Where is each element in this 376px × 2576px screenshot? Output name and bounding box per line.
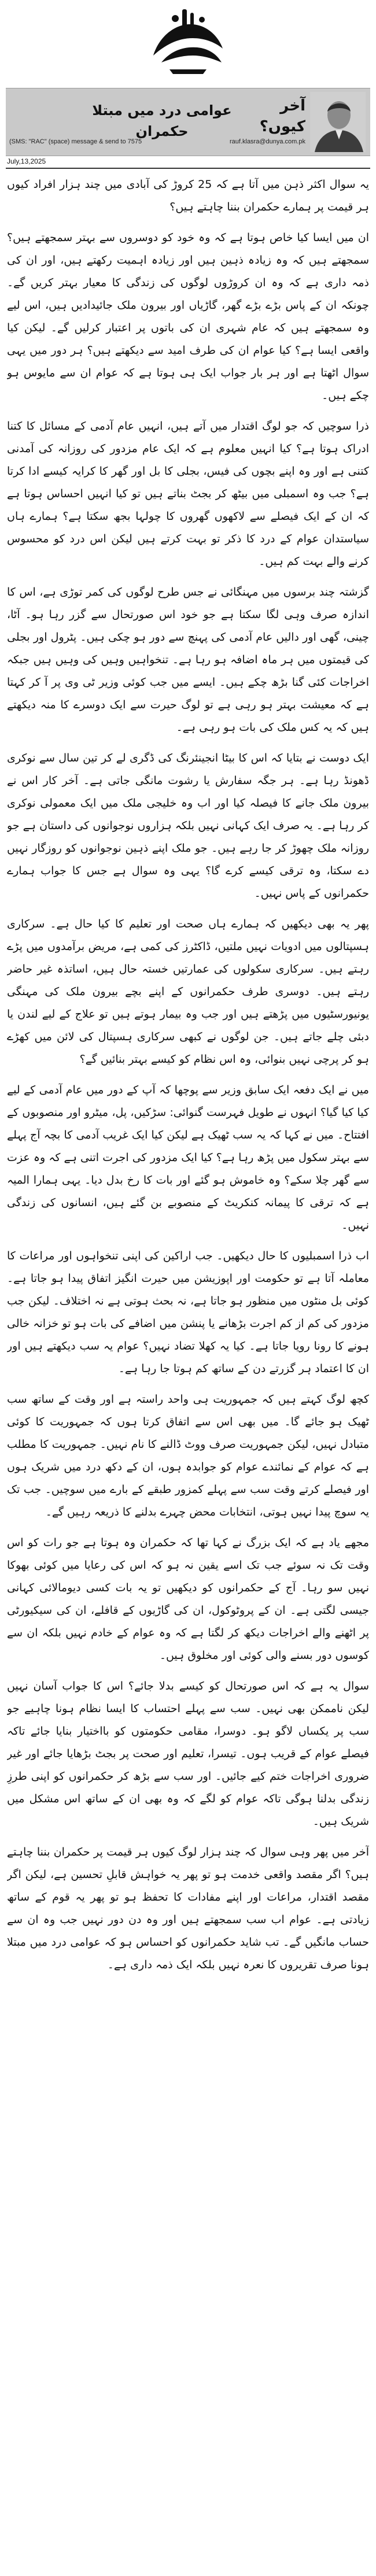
column-series-label: آخر کیوں؟ (259, 97, 305, 135)
dunya-newspaper-logo-icon (142, 2, 234, 84)
article-paragraph: ایک دوست نے بتایا کہ اس کا بیٹا انجینئرنگ کی ڈگری لے کر تین سال سے نوکری ڈھونڈ رہا ہے۔ ہر جگہ سفارش یا رشوت مانگی جاتی ہے۔ آخر کار اس نے بیرون ملک جانے کا فیصلہ کیا اور اب وہ خلیجی ملک میں ایک معمولی نوکری کر رہا ہے۔ یہ صرف ایک کہانی نہیں بلکہ ہزاروں نوجوانوں کی داستان ہے جو روزانہ ملک چھوڑ کر جا رہے ہیں۔ جو ملک اپنے ذہین نوجوانوں کو روزگار نہیں دے سکتا، وہ ترقی کیسے کرے گا؟ یہی وہ سوال ہے جس کا جواب ہمارے حکمرانوں کے پاس نہیں۔ (7, 752, 369, 900)
column-title: عوامی درد میں مبتلا حکمران (92, 102, 232, 139)
article-paragraph: ان میں ایسا کیا خاص ہوتا ہے کہ وہ خود کو دوسروں سے بہتر سمجھتے ہیں؟ سمجھتے ہیں کہ وہ زیادہ ذہین ہیں اور زیادہ اہمیت رکھتے ہیں، اور ان کی ذمہ داری ہے کہ وہ ان کروڑوں لوگوں کی زندگی کا معیار بہتر کریں گے۔ چونکہ ان کے پاس بڑے بڑے گھر، گاڑیاں اور بیرون ملک جائیدادیں ہیں، اس لیے وہ سمجھتے ہیں کہ عام شہری ان کی باتوں پر اعتبار کرلیں گے۔ لیکن کیا واقعی ایسا ہے؟ کیا عوام ان کی طرف امید سے دیکھتے ہیں؟ ہر دور میں یہی سوال اٹھتا ہے اور ہر بار جواب ایک ہی ہوتا ہے کہ عوام ان سے مایوس ہو چکے ہیں۔ (7, 231, 369, 402)
article-body (7, 173, 369, 2562)
columnist-portrait-icon (310, 92, 366, 152)
date-bar (6, 155, 370, 169)
article-paragraph: یہ سوال اکثر ذہن میں آتا ہے کہ 25 کروڑ کی آبادی میں چند ہزار افراد کیوں ہر قیمت پر ہمارے حکمران بننا چاہتے ہیں؟ (7, 178, 369, 213)
article-paragraph: پھر یہ بھی دیکھیں کہ ہمارے ہاں صحت اور تعلیم کا کیا حال ہے۔ سرکاری ہسپتالوں میں ادویات نہیں ملتیں، ڈاکٹرز کی کمی ہے، مریض برآمدوں میں پڑے رہتے ہیں۔ سرکاری سکولوں کی عمارتیں خستہ حال ہیں، اساتذہ غیر حاضر رہتے ہیں۔ دوسری طرف حکمرانوں کے اپنے بچے بیرون ملک کی مہنگی یونیورسٹیوں میں پڑھتے ہیں اور جب وہ بیمار ہوتے ہیں تو علاج کے لیے لندن یا دبئی چلے جاتے ہیں۔ جن لوگوں نے کبھی سرکاری ہسپتال کی لائن میں کھڑے ہو کر پرچی نہیں بنوائی، وہ اس نظام کو کیسے بہتر بنائیں گے؟ (7, 918, 369, 1066)
article-paragraph: مجھے یاد ہے کہ ایک بزرگ نے کہا تھا کہ حکمران وہ ہوتا ہے جو رات کو اس وقت تک نہ سوئے جب تک اسے یقین نہ ہو کہ اس کی رعایا میں کوئی بھوکا نہیں سو رہا۔ آج کے حکمرانوں کو دیکھیں تو یہ بات کسی دیومالائی کہانی جیسی لگتی ہے۔ ان کے پروٹوکول، ان کی گاڑیوں کے قافلے، ان کی سیکیورٹی پر اٹھنے والے اخراجات دیکھ کر لگتا ہے کہ وہ عوام کے خادم نہیں بلکہ ان سے کوسوں دور بسنے والی کوئی اور مخلوق ہیں۔ (7, 1536, 369, 1662)
article-paragraph: سوال یہ ہے کہ اس صورتحال کو کیسے بدلا جائے؟ اس کا جواب آسان نہیں لیکن ناممکن بھی نہیں۔ سب سے پہلے احتساب کا ایسا نظام ہونا چاہیے جو سب پر یکساں لاگو ہو۔ دوسرا، مقامی حکومتوں کو بااختیار بنایا جائے تاکہ فیصلے عوام کے قریب ہوں۔ تیسرا، تعلیم اور صحت پر بجٹ بڑھایا جائے اور غیر ضروری اخراجات ختم کیے جائیں۔ اور سب سے بڑھ کر حکمرانوں کو اپنی طرزِ زندگی بدلنا ہوگی تاکہ عوام کو لگے کہ وہ بھی ان کے ساتھ اس مشکل میں شریک ہیں۔ (7, 1680, 369, 1828)
article-paragraph: کچھ لوگ کہتے ہیں کہ جمہوریت ہی واحد راستہ ہے اور وقت کے ساتھ سب ٹھیک ہو جائے گا۔ میں بھی اس سے اتفاق کرتا ہوں کہ جمہوریت کا کوئی متبادل نہیں، لیکن جمہوریت صرف ووٹ ڈالنے کا نام نہیں۔ جمہوریت کا مطلب ہے کہ عوام کے نمائندے عوام کو جوابدہ ہوں، ان کے دکھ درد میں شریک ہوں اور فیصلے کرتے وقت سب سے پہلے کمزور طبقے کے بارے میں سوچیں۔ جب تک یہ سوچ پیدا نہیں ہوتی، انتخابات محض چہرے بدلنے کا ذریعہ رہیں گے۔ (7, 1393, 369, 1518)
article-paragraph: آخر میں پھر وہی سوال کہ چند ہزار لوگ کیوں ہر قیمت پر حکمران بننا چاہتے ہیں؟ اگر مقصد واقعی خدمت ہو تو پھر یہ خواہش قابلِ تحسین ہے، لیکن اگر مقصد اقتدار، مراعات اور اپنے مفادات کا تحفظ ہو تو پھر یہ قوم کے ساتھ زیادتی ہے۔ عوام اب سب سمجھتے ہیں اور وہ دن دور نہیں جب وہ ان سے حساب مانگیں گے۔ تب شاید حکمرانوں کو احساس ہو کہ عوامی درد میں مبتلا ہونا صرف تقریروں کا نعرہ نہیں بلکہ ایک ذمہ داری ہے۔ (7, 1846, 369, 1971)
column-header (6, 88, 370, 156)
publish-date: July,13,2025 (7, 157, 46, 165)
author-email: rauf.klasra@dunya.com.pk (229, 138, 305, 145)
article-paragraph: ذرا سوچیں کہ جو لوگ اقتدار میں آتے ہیں، انہیں عام آدمی کے مسائل کا کتنا ادراک ہوتا ہے؟ کیا انہیں معلوم ہے کہ ایک عام مزدور کی روزانہ کی آمدنی کتنی ہے اور وہ اپنے بچوں کی فیس، بجلی کا بل اور گھر کا کرایہ کیسے ادا کرتا ہے؟ جب وہ اسمبلی میں بیٹھ کر بجٹ بناتے ہیں تو کیا انہیں احساس ہوتا ہے کہ ان کے ایک فیصلے سے لاکھوں گھروں کا چولہا بجھ سکتا ہے؟ ہمارے ہاں سیاستدان عوام کے درد کا ذکر تو بہت کرتے ہیں لیکن اس درد کو محسوس کرنے والے بہت کم ہیں۔ (7, 420, 369, 568)
masthead (0, 0, 376, 88)
article-paragraph: اب ذرا اسمبلیوں کا حال دیکھیں۔ جب اراکین کی اپنی تنخواہوں اور مراعات کا معاملہ آتا ہے تو حکومت اور اپوزیشن میں حیرت انگیز اتفاق پیدا ہو جاتا ہے۔ کوئی بل منٹوں میں منظور ہو جاتا ہے، نہ بحث ہوتی ہے نہ اختلاف۔ لیکن جب مزدور کی کم از کم اجرت بڑھانے یا پنشن میں اضافے کی بات ہو تو خزانہ خالی ہونے کا رونا رویا جاتا ہے۔ کیا یہ کھلا تضاد نہیں؟ عوام یہ سب دیکھتے ہیں اور ان کا اعتماد ہر گزرتے دن کے ساتھ کم ہوتا جا رہا ہے۔ (7, 1250, 369, 1375)
article-paragraph: میں نے ایک دفعہ ایک سابق وزیر سے پوچھا کہ آپ کے دور میں عام آدمی کے لیے کیا کیا گیا؟ انہوں نے طویل فہرست گنوائی: سڑکیں، پل، میٹرو اور منصوبوں کے افتتاح۔ میں نے کہا کہ یہ سب ٹھیک ہے لیکن کیا ایک غریب آدمی کا بچہ آج پہلے سے بہتر سکول میں پڑھ رہا ہے؟ کیا ایک مزدور کی اجرت اتنی ہے کہ وہ عزت سے گھر چلا سکے؟ وہ خاموش ہو گئے اور بات کا رخ بدل دیا۔ یہی ہمارا المیہ ہے کہ ترقی کا پیمانہ کنکریٹ کے منصوبے بن گئے ہیں، انسانوں کی زندگی نہیں۔ (7, 1084, 369, 1232)
sms-instruction: (SMS: "RAC" (space) message & send to 7575 (9, 138, 142, 145)
article-paragraph: گزشتہ چند برسوں میں مہنگائی نے جس طرح لوگوں کی کمر توڑی ہے، اس کا اندازہ صرف وہی لگا سکتا ہے جو خود اس صورتحال سے گزر رہا ہو۔ آٹا، چینی، گھی اور دالیں عام آدمی کی پہنچ سے دور ہو چکی ہیں۔ پٹرول اور بجلی کی قیمتوں میں ہر ماہ اضافہ ہو رہا ہے۔ تنخواہیں وہیں کی وہیں ہیں جبکہ اخراجات کئی گنا بڑھ چکے ہیں۔ ایسے میں جب کوئی وزیر ٹی وی پر آ کر کہتا ہے کہ معیشت بہتر ہو رہی ہے تو لوگ حیرت سے ایک دوسرے کا منہ دیکھتے ہیں کہ یہ کس ملک کی بات ہو رہی ہے۔ (7, 586, 369, 734)
